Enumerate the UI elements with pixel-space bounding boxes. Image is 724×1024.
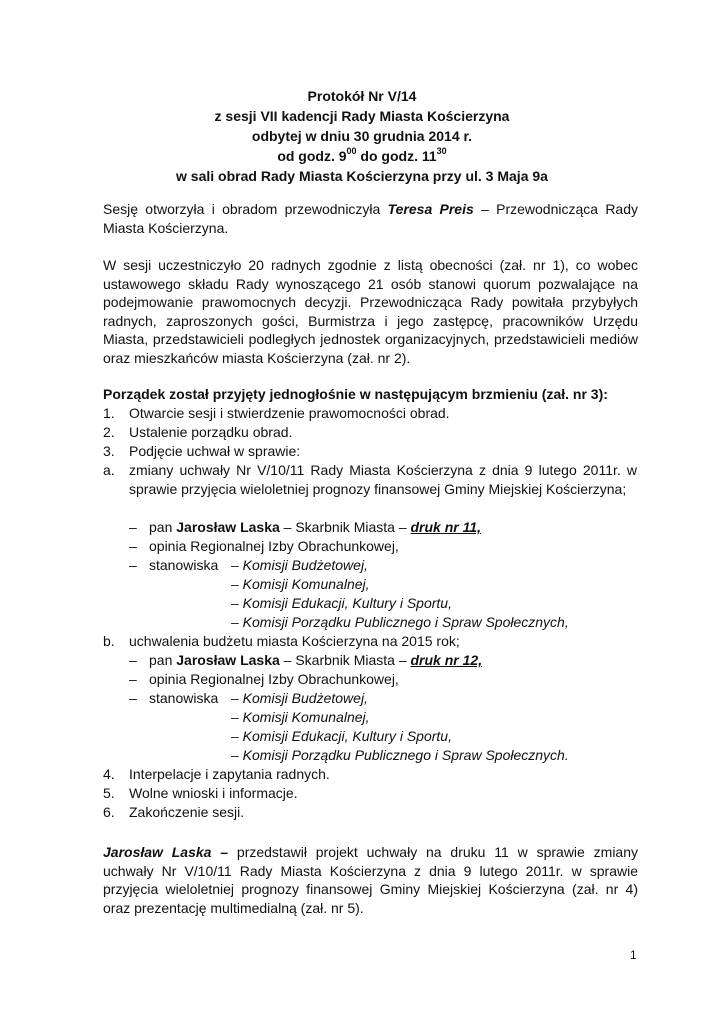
committee-line: – Komisji Edukacji, Kultury i Sportu, [231,595,452,611]
agenda-heading: Porządek został przyjęty jednogłośnie w następującym brzmieniu (zał. nr 3): [103,386,608,402]
presenter-name: Jarosław Laska – [103,844,229,860]
committee-line: – Komisji Porządku Publicznego i Spraw Społecznych, [231,614,569,630]
committee-line: – Komisji Edukacji, Kultury i Sportu, [231,728,452,744]
protocol-header [0,86,724,186]
presenter-line: – pan Jarosław Laska – Skarbnik Miasta – druk nr 12, [129,652,483,668]
list-item: 3. Podjęcie uchwał w sprawie: [103,443,301,459]
location-line: w sali obrad Rady Miasta Kościerzyna przy ul. 3 Maja 9a [176,168,548,184]
opening-paragraph: Sesję otworzyła i obradom przewodniczyła Teresa Preis – Przewodnicząca Rady Miasta Kościerzyna. [103,201,638,236]
presenter-line: – pan Jarosław Laska – Skarbnik Miasta – druk nr 11, [129,519,482,535]
committees-line: – stanowiska – Komisji Budżetowej, [129,557,368,573]
committee-line: – Komisji Porządku Publicznego i Spraw Społecznych. [231,747,569,763]
attendance-paragraph: W sesji uczestniczyło 20 radnych zgodnie z listą obecności (zał. nr 1), co wobec ustawowego składu Rady wynoszącego 21 osób stanowi quorum pozwalające na podejmowanie prawomocnych decyzji. Przewodnicząca Rady powitała przybyłych radnych, zaproszonych gości, Burmistrza i jego zastępcę, pracowników Urzędu Miasta, przedstawicieli podległych jednostek organizacyjnych, przedstawicieli mediów oraz mieszkańców miasta Kościerzyna (zał. nr 2). [103,257,638,366]
list-item-b: b. uchwalenia budżetu miasta Kościerzyna na 2015 rok; [103,633,460,649]
druk-12-link: druk nr 12, [410,652,483,668]
list-item: 1. Otwarcie sesji i stwierdzenie prawomocności obrad. [103,405,450,421]
committees-line: – stanowiska – Komisji Budżetowej, [129,690,368,706]
list-item: 4. Interpelacje i zapytania radnych. [103,766,330,782]
druk-11-link: druk nr 11, [410,519,482,535]
committee-line: – Komisji Komunalnej, [231,709,370,725]
protocol-title: Protokół Nr V/14 [307,88,417,104]
list-item: 2. Ustalenie porządku obrad. [103,424,293,440]
opinion-line: – opinia Regionalnej Izby Obrachunkowej, [129,671,399,687]
list-item: 6. Zakończenie sesji. [103,804,245,820]
page-number: 1 [630,948,637,962]
chairperson-name: Teresa Preis [387,201,474,217]
date-line: odbytej w dniu 30 grudnia 2014 r. [251,128,473,144]
list-item-a: a. zmiany uchwały Nr V/10/11 Rady Miasta Kościerzyna z dnia 9 lutego 2011r. w sprawie przyjęcia wieloletniej prognozy finansowej Gminy Miejskiej Kościerzyna; [103,462,637,497]
committee-line: – Komisji Komunalnej, [231,576,370,592]
presentation-paragraph: Jarosław Laska – przedstawił projekt uchwały na druku 11 w sprawie zmiany uchwały Nr V/10/11 Rady Miasta Kościerzyna z dnia 9 lutego 2011r. w sprawie przyjęcia wieloletniej prognozy finansowej Gminy Miejskiej Kościerzyna (zał. nr 4) oraz prezentację multimedialną (zał. nr 5). [103,844,638,916]
list-item: 5. Wolne wnioski i informacje. [103,785,298,801]
opinion-line: – opinia Regionalnej Izby Obrachunkowej, [129,538,399,554]
session-line: z sesji VII kadencji Rady Miasta Kościerzyna [214,108,510,124]
agenda-list [103,404,643,822]
time-line: od godz. $9^{00}$ do godz. $11^{30}$ [277,146,447,164]
